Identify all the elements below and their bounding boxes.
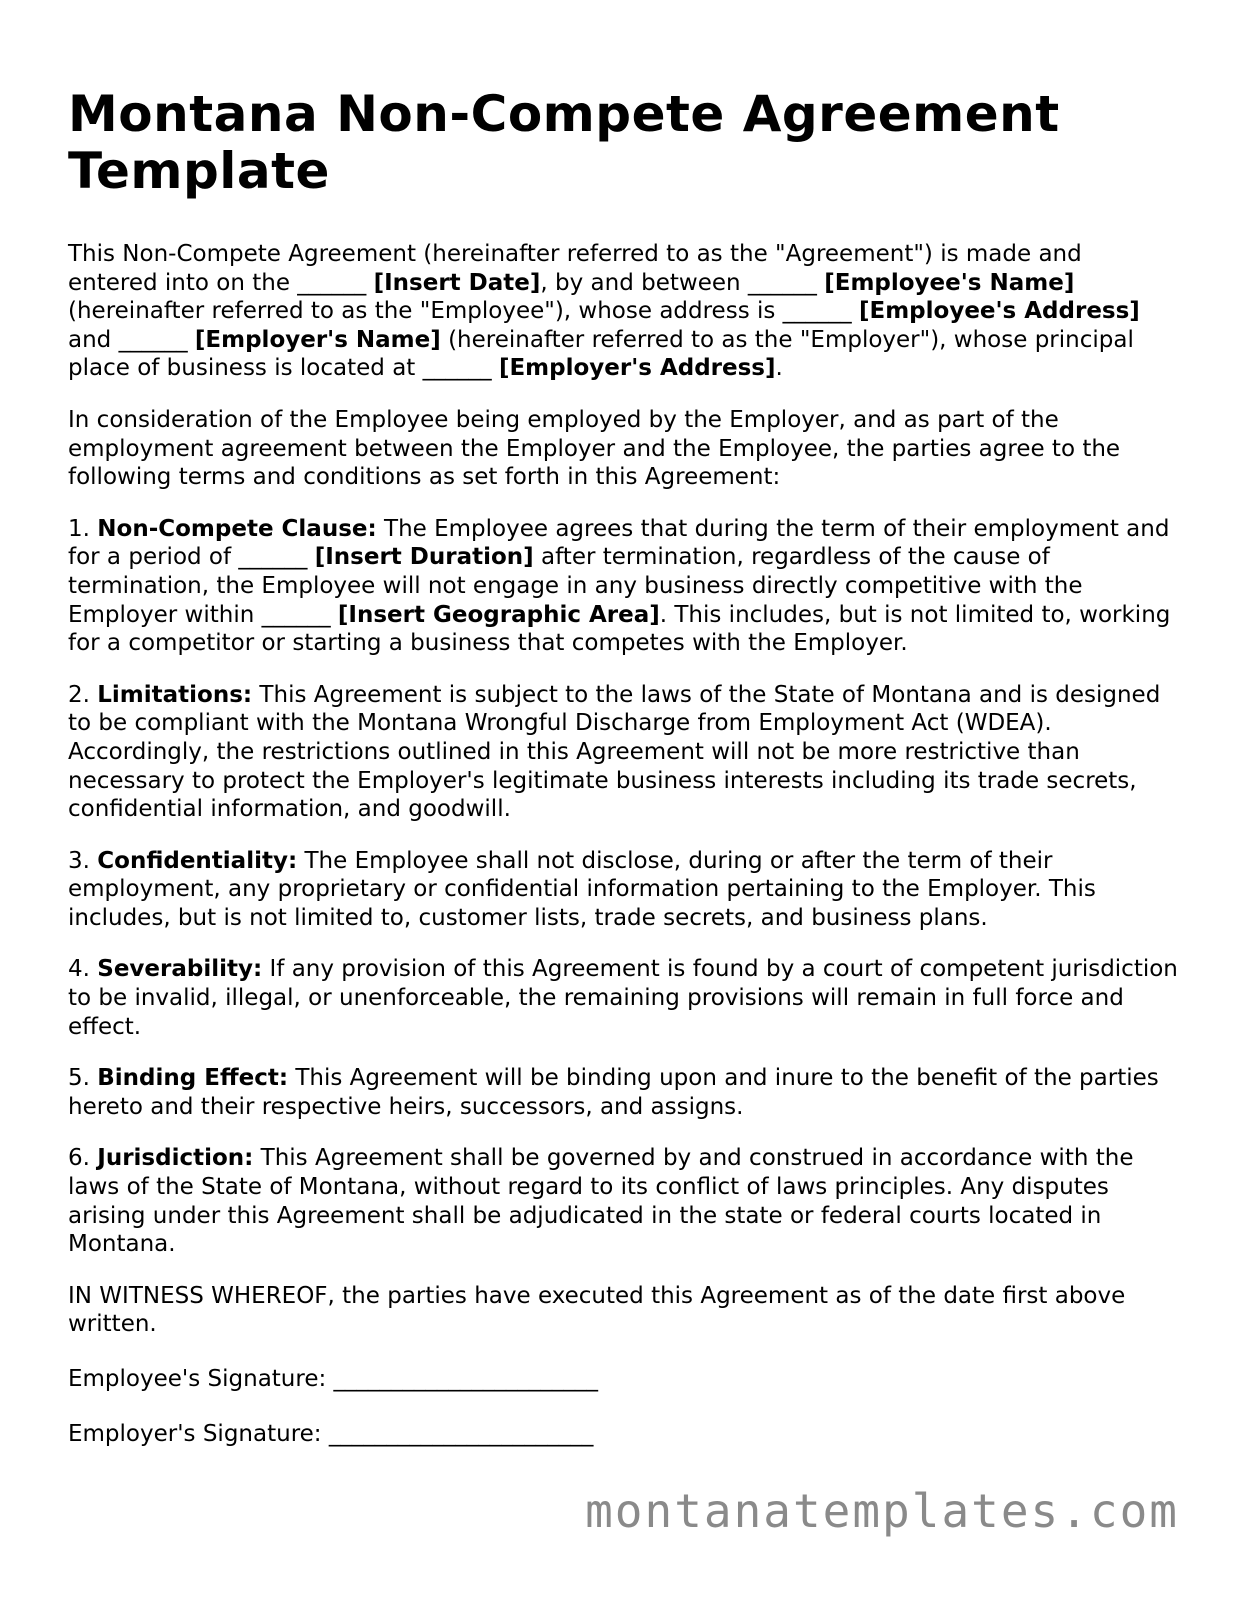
clause-text: after termination, regardless of the cause of termination, the Employee will not engage in any business directly competitive with the Employer within ______ — [68, 544, 1083, 628]
employer-signature-line: Employer's Signature: _______________________ — [68, 1420, 594, 1447]
clause-heading: Severability: — [97, 956, 263, 983]
employee-address-placeholder: [Employee's Address] — [858, 298, 1140, 325]
clause-heading: Limitations: — [97, 681, 253, 708]
clause-non-compete — [68, 515, 1178, 658]
clause-heading: Binding Effect: — [97, 1065, 289, 1092]
clause-severability — [68, 955, 1178, 1041]
clause-number: 2. — [68, 681, 98, 708]
intro-paragraph — [68, 240, 1178, 383]
clause-heading: Confidentiality: — [97, 847, 298, 874]
clause-number: 3. — [68, 847, 98, 874]
intro-text: and ______ — [68, 326, 195, 353]
insert-geographic-area-placeholder: [Insert Geographic Area] — [337, 601, 660, 628]
clause-text: If any provision of this Agreement is found by a court of competent jurisdiction to be invalid, illegal, or unenforceable, the remaining provisions will remain in full force and effect. — [68, 956, 1178, 1040]
clause-number: 4. — [68, 956, 98, 983]
intro-text: , by and between ______ — [540, 269, 825, 296]
clause-text: The Employee agrees that during the term of their employment and for a period of ______ — [68, 515, 1170, 571]
witness-paragraph: IN WITNESS WHEREOF, the parties have executed this Agreement as of the date first above written. — [68, 1282, 1126, 1338]
insert-duration-placeholder: [Insert Duration] — [314, 544, 534, 571]
clause-confidentiality — [68, 847, 1178, 933]
clause-text: This Agreement will be binding upon and inure to the benefit of the parties hereto and their respective heirs, successors, and assigns. — [68, 1065, 1159, 1120]
intro-text: This Non-Compete Agreement (hereinafter referred to as the "Agreement") is made and entered into on the ______ — [68, 241, 1082, 296]
employer-name-placeholder: [Employer's Name] — [194, 326, 441, 353]
clause-number: 5. — [68, 1065, 98, 1092]
clause-binding-effect — [68, 1064, 1178, 1121]
footer-watermark: montanatemplates.com — [585, 1484, 1179, 1538]
clause-limitations — [68, 681, 1178, 824]
intro-text: (hereinafter referred to as the "Employer"), whose principal place of business is located at ______ — [68, 326, 1134, 382]
clause-text: . This includes, but is not limited to, working for a competitor or starting a business that competes with the Employer. — [68, 601, 1171, 657]
clause-heading: Non-Compete Clause: — [97, 515, 377, 542]
employee-name-placeholder: [Employee's Name] — [824, 269, 1075, 296]
page-title: Montana Non-Compete Agreement Template — [68, 85, 1060, 200]
clause-heading: Jurisdiction: — [97, 1145, 254, 1172]
clause-text: The Employee shall not disclose, during or after the term of their employment, any proprietary or confidential information pertaining to the Employer. This includes, but is not limited to, customer lists, trade secrets, and business plans. — [68, 847, 1096, 931]
document — [68, 86, 1178, 1448]
intro-text: (hereinafter referred to as the "Employee"), whose address is ______ — [68, 298, 859, 325]
clause-text: This Agreement shall be governed by and construed in accordance with the laws of the State of Montana, without regard to its conflict of laws principles. Any disputes arising under this Agreement shall be adjudicated in the state or federal courts located in Montana. — [68, 1145, 1134, 1258]
employer-address-placeholder: [Employer's Address] — [498, 355, 776, 382]
insert-date-placeholder: [Insert Date] — [373, 269, 541, 296]
clause-number: 1. — [68, 515, 98, 542]
employee-signature-line: Employee's Signature: _______________________ — [68, 1366, 599, 1392]
clause-text: This Agreement is subject to the laws of the State of Montana and is designed to be compliant with the Montana Wrongful Discharge from Employment Act (WDEA). Accordingly, the restrictions outlined in this Agreement will not be more restrictive than necessary to protect the Employer's legitimate business interests including its trade secrets, confidential information, and goodwill. — [68, 681, 1161, 823]
clause-jurisdiction — [68, 1144, 1178, 1258]
clause-number: 6. — [68, 1145, 98, 1172]
consideration-paragraph: In consideration of the Employee being employed by the Employer, and as part of the employment agreement between the Employer and the Employee, the parties agree to the following terms and conditions as set forth in this Agreement: — [68, 406, 1121, 491]
intro-text: . — [775, 355, 783, 382]
